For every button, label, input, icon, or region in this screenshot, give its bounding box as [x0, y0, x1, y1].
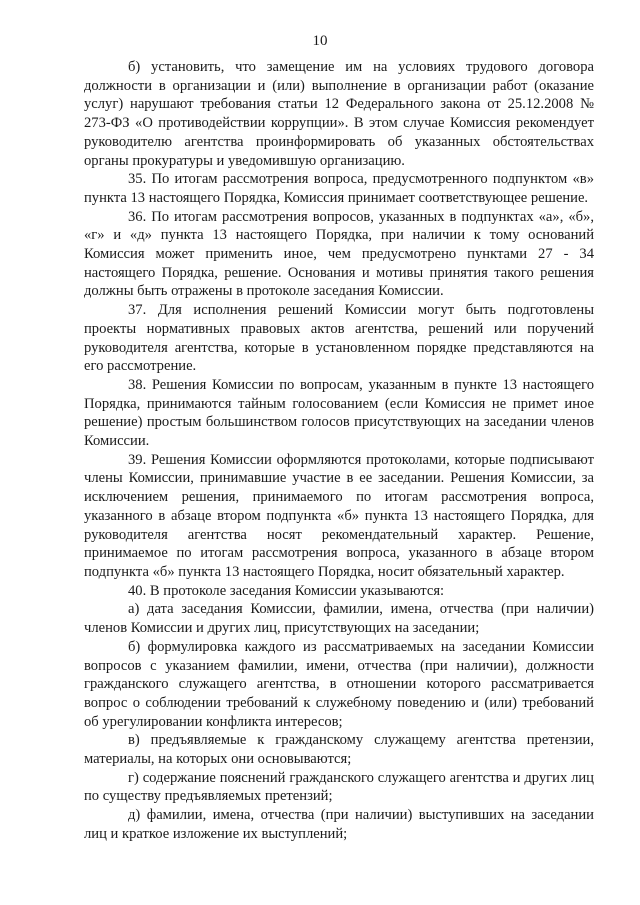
- paragraph-35: 35. По итогам рассмотрения вопроса, предусмотренного подпунктом «в» пункта 13 настоящего Порядка, Комиссия принимает соответствующее решение.: [84, 171, 594, 206]
- paragraph-40d: д) фамилии, имена, отчества (при наличии) выступивших на заседании лиц и краткое изложение их выступлений;: [84, 807, 594, 842]
- paragraph-37: 37. Для исполнения решений Комиссии могут быть подготовлены проекты нормативных правовых актов агентства, решений или поручений руководителя агентства, которые в установленном порядке представляются на его рассмотрение.: [84, 302, 594, 375]
- page-number: 10: [312, 33, 328, 49]
- paragraph-40a: а) дата заседания Комиссии, фамилии, имена, отчества (при наличии) членов Комиссии и других лиц, присутствующих на заседании;: [84, 601, 594, 637]
- paragraph-36: 36. По итогам рассмотрения вопросов, указанных в подпунктах «а», «б», «г» и «д» пункта 13 настоящего Порядка, при наличии к тому оснований Комиссия может применить иное, чем предусмотрено пунктами 27 - 34 настоящего Порядка, решение. Основания и мотивы принятия такого решения должны быть отражены в протоколе заседания Комиссии.: [84, 208, 594, 300]
- paragraph-40v: в) предъявляемые к гражданскому служащему агентства претензии, материалы, на которых они основываются;: [84, 732, 594, 768]
- paragraph-34b: б) установить, что замещение им на условиях трудового договора должности в организации и (или) выполнение в организации работ (оказание услуг) нарушают требования статьи 12 Федерального закона от 25.12.2008 № 273-ФЗ «О противодействии коррупции». В этом случае Комиссия рекомендует руководителю агентства проинформировать об указанных обстоятельствах органы прокуратуры и уведомившую организацию.: [84, 59, 594, 169]
- paragraph-40g: г) содержание пояснений гражданского служащего агентства и других лиц по существу предъявляемых претензий;: [84, 769, 594, 805]
- paragraph-38: 38. Решения Комиссии по вопросам, указанным в пункте 13 настоящего Порядка, принимаются тайным голосованием (если Комиссия не примет иное решение) простым большинством голосов присутствующих на заседании членов Комиссии.: [84, 376, 594, 450]
- paragraph-39: 39. Решения Комиссии оформляются протоколами, которые подписывают члены Комиссии, принимавшие участие в ее заседании. Решения Комиссии, за исключением решения, принимаемого по итогам рассмотрения вопроса, указанного в абзаце втором подпункта «б» пункта 13 настоящего Порядка, для руководителя агентства носят рекомендательный характер. Решение, принимаемое по итогам рассмотрения вопроса, указанного в абзаце втором подпункта «б» пункта 13 настоящего Порядка, носит обязательный характер.: [84, 451, 594, 580]
- paragraph-40b: б) формулировка каждого из рассматриваемых на заседании Комиссии вопросов с указанием фамилии, имени, отчества (при наличии), должности гражданского служащего агентства, в отношении которого рассматривается вопрос о соблюдении требований к служебному поведению и (или) требований об урегулировании конфликта интересов;: [84, 638, 594, 730]
- paragraph-40: 40. В протоколе заседания Комиссии указываются:: [128, 582, 445, 599]
- document-body: [84, 58, 594, 844]
